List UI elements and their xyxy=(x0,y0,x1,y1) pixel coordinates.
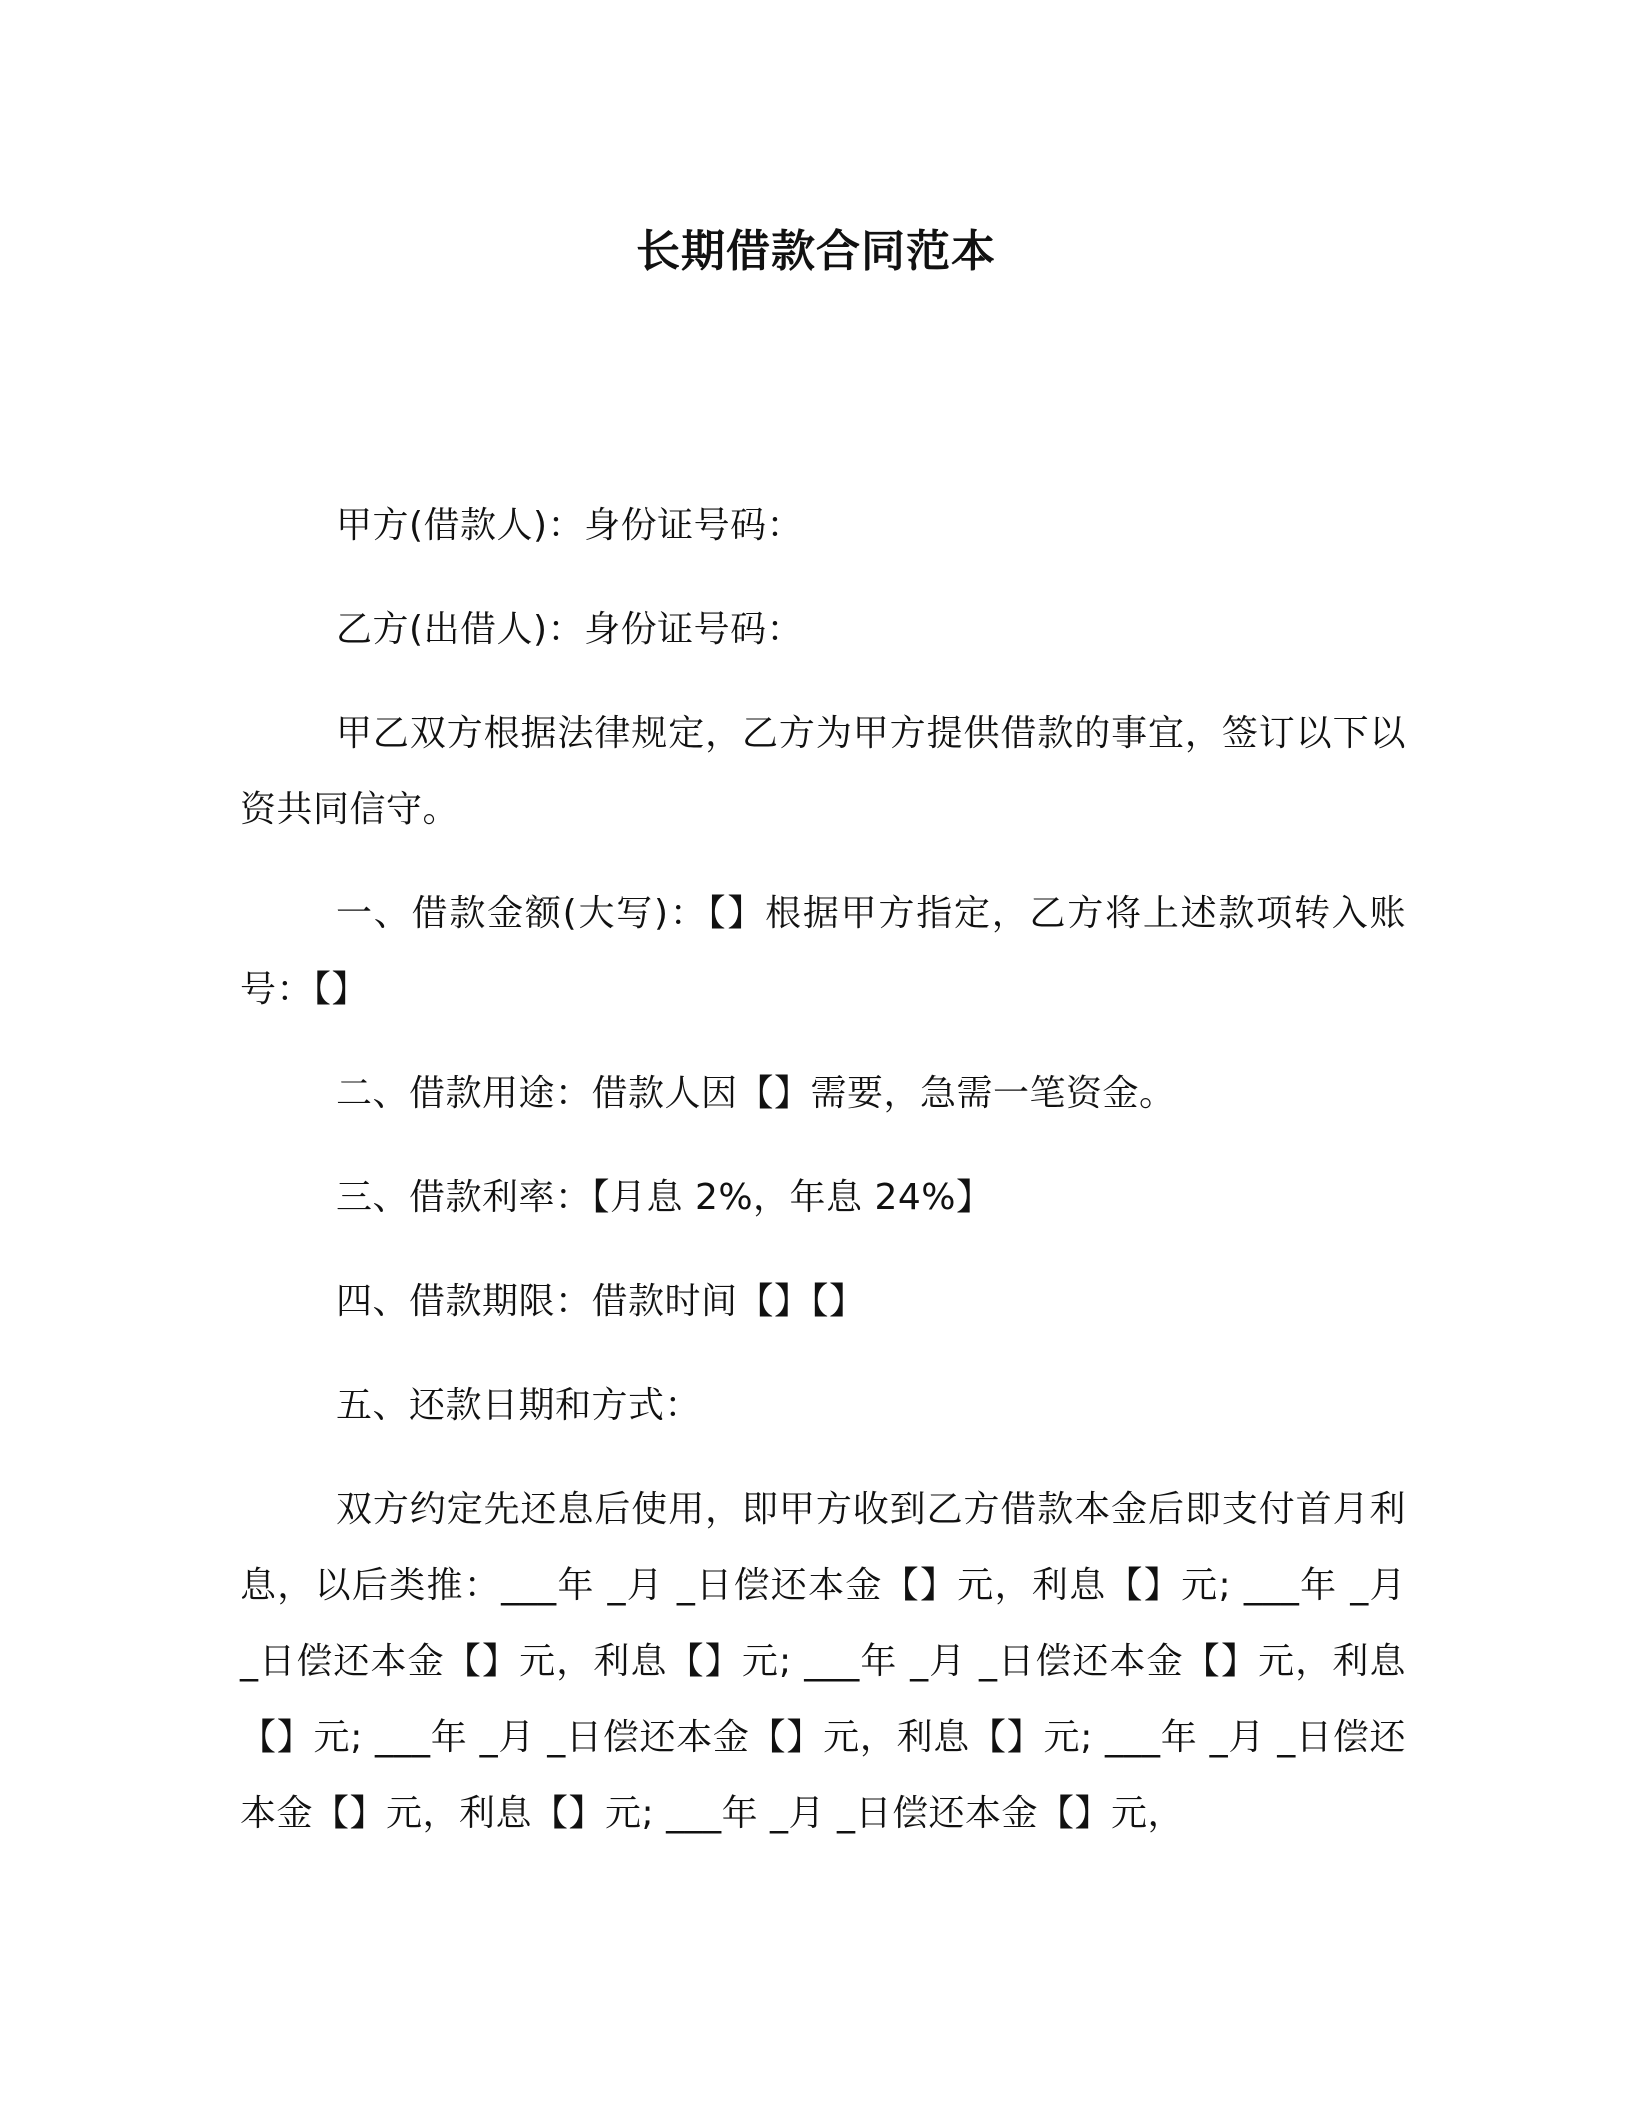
clause-repayment-heading: 五、还款日期和方式： xyxy=(336,1385,702,1426)
repayment-schedule-paragraph: 双方约定先还息后使用，即甲方收到乙方借款本金后即支付首月利息，以后类推：___年 _月 _日偿还本金【】元，利息【】元; ___年 _月 _日偿还本金【】元，利息【】元; ___年 _月 _日偿还本金【】元，利息【】元; ___年 _月 _日偿还本金【】元，利息【】元; ___年 _月 _日偿还本金【】元，利息【】元; ___年 _月 _日偿还本金【】元， xyxy=(240,1489,1406,1834)
clause-loan-amount: 一、借款金额(大写)：【】根据甲方指定，乙方将上述款项转入账号：【】 xyxy=(240,893,1406,1010)
clause-loan-purpose: 二、借款用途：借款人因【】需要，急需一笔资金。 xyxy=(336,1073,1176,1114)
clause-loan-term: 四、借款期限：借款时间【】【】 xyxy=(336,1281,866,1322)
party-b-line: 乙方(出借人)：身份证号码： xyxy=(336,609,804,650)
clause-interest-rate: 三、借款利率：【月息 2%，年息 24%】 xyxy=(336,1177,993,1218)
party-a-line: 甲方(借款人)：身份证号码： xyxy=(336,505,804,546)
preamble-paragraph: 甲乙双方根据法律规定，乙方为甲方提供借款的事宜，签订以下以资共同信守。 xyxy=(240,713,1406,830)
document-body xyxy=(240,488,1406,1880)
document-title: 长期借款合同范本 xyxy=(636,226,996,277)
